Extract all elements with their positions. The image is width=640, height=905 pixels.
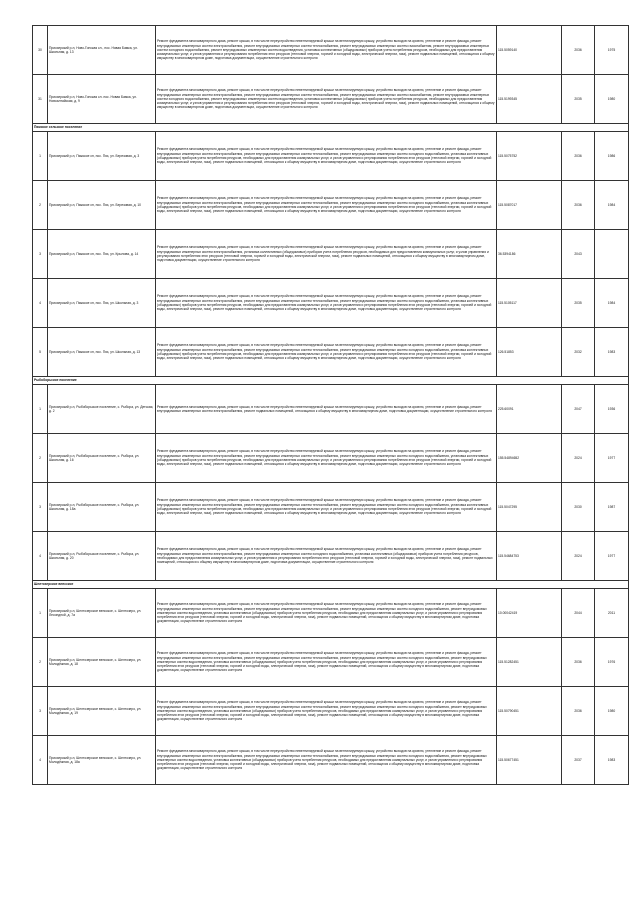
row-number-cell: 2 [33,638,48,687]
build-year-cell: 1977 [595,434,629,483]
planned-year-cell: 2036 [562,638,595,687]
cost-cell: 115.5059140 [497,26,562,75]
section-header-row [33,581,629,589]
row-number-cell: 30 [33,26,48,75]
table-row [33,279,629,328]
table-row [33,638,629,687]
build-year-cell: 1976 [595,638,629,687]
work-list-cell: Ремонт фундамента многоквартирного дома, ремонт крыши, в том числе переустройство невентилируемой крыши на вентилируемую крышу, устройство выходов на кровлю, утепление и ремонт фасада, ремонт внутридомовых инженерных систем электроснабжения, ремонт внутридомовых инженерных систем теплоснабжения, ремонт внутридомовых инженерных систем холодного водоснабжения, ремонт внутридомовых инженерных систем водоотведения, установка коллективных (общедомовых) приборов учета потребления ресурсов, необходимых для предоставления коммунальных услуг, и узлов управления и регулирования потребления этих ресурсов (тепловой энергии, горячей и холодной воды, электрической энергии, газа), ремонт подвальных помещений, относящихся к общему имуществу в многоквартирном доме, подготовка документации, осуществление строительного контроля [156,687,497,736]
planned-year-cell: 2037 [562,736,595,785]
table-row [33,736,629,785]
work-list-cell: Ремонт фундамента многоквартирного дома, ремонт крыши, в том числе переустройство невентилируемой крыши на вентилируемую крышу, устройство выходов на кровлю, утепление и ремонт фасада, ремонт внутридомовых инженерных систем электроснабжения, ремонт внутридомовых инженерных систем теплоснабжения, ремонт внутридомовых инженерных систем холодного водоснабжения, ремонт внутридомовых инженерных систем водоотведения, установка коллективных (общедомовых) приборов учета потребления ресурсов, необходимых для предоставления коммунальных услуг, и узлов управления и регулирования потребления этих ресурсов (тепловой энергии, горячей и холодной воды, электрической энергии, газа), ремонт подвальных помещений, относящихся к общему имуществу в многоквартирном доме, подготовка документации, осуществление строительного контроля [156,736,497,785]
planned-year-cell: 2047 [562,385,595,434]
address-cell: Приозерский р-н, Пяжское сп, пос. Пяз, ул. Березовая, д. 3 [48,132,156,181]
address-cell: Приозерский р-н, Шелтозерское вепсское, с. Шелтозеро, ул. Молодёжная, д. 18а [48,736,156,785]
planned-year-cell: 2036 [562,26,595,75]
work-list-cell: Ремонт фундамента многоквартирного дома, ремонт крыши, в том числе переустройство невентилируемой крыши на вентилируемую крышу, устройство выходов на кровлю, утепление и ремонт фасада, ремонт внутридомовых инженерных систем электроснабжения, ремонт внутридомовых инженерных систем теплоснабжения, ремонт внутридомовых инженерных систем газоснабжения, ремонт внутридомовых инженерных систем холодного водоснабжения, ремонт внутридомовых инженерных систем водоотведения, установка коллективных (общедомовых) приборов учета потребления ресурсов, необходимых для предоставления коммунальных услуг, и узлов управления и регулирования потребления этих ресурсов (тепловой энергии, горячей и холодной воды, электрической энергии, газа), ремонт подвальных помещений, относящихся к общему имуществу в многоквартирном доме, подготовка документации, осуществление строительного контроля [156,75,497,124]
address-cell: Приозерский р-н, Пяжское сп, пос. Пяз, ул. Крылова, д. 14 [48,230,156,279]
work-list-cell: Ремонт фундамента многоквартирного дома, ремонт крыши, в том числе переустройство невентилируемой крыши на вентилируемую крышу, устройство выходов на кровлю, утепление и ремонт фасада, ремонт внутридомовых инженерных систем электроснабжения, ремонт внутридомовых инженерных систем теплоснабжения, ремонт внутридомовых инженерных систем холодного водоснабжения, установка коллективных (общедомовых) приборов учета потребления ресурсов, необходимых для предоставления коммунальных услуг, и узлов управления и регулирования потребления этих ресурсов (тепловой энергии, горячей и холодной воды, электрической энергии, газа), ремонт подвальных помещений, относящихся к общему имуществу в многоквартирном доме, подготовка документации, осуществление строительного контроля [156,279,497,328]
section-header-row [33,377,629,385]
work-list-cell: Ремонт фундамента многоквартирного дома, ремонт крыши, в том числе переустройство невентилируемой крыши на вентилируемую крышу, устройство выходов на кровлю, утепление и ремонт фасада, ремонт внутридомовых инженерных систем электроснабжения, ремонт внутридомовых инженерных систем теплоснабжения, ремонт внутридомовых инженерных систем холодного водоснабжения, ремонт внутридомовых инженерных систем водоотведения, установка коллективных (общедомовых) приборов учета потребления ресурсов, необходимых для предоставления коммунальных услуг, и узлов управления и регулирования потребления этих ресурсов (тепловой энергии, горячей и холодной воды, электрической энергии, газа), ремонт подвальных помещений, относящихся к общему имуществу в многоквартирном доме, подготовка документации, осуществление строительного контроля [156,589,497,638]
cost-cell: 155.54894652 [497,434,562,483]
address-cell: Приозерский р-н, Пяжское сп, пос. Пяз, ул. Школьная, д. 13 [48,328,156,377]
capital-repair-table [32,25,629,785]
build-year-cell: 1980 [595,75,629,124]
cost-cell: 115.5087017 [497,181,562,230]
address-cell: Приозерский р-н, Рыбоборьское поселение, с. Рыбора, ул. Школьная, д. 20 [48,532,156,581]
address-cell: Приозерский р-н, Рыбоборьское поселение, с. Рыбора, ул. Детская, д. 2 [48,385,156,434]
row-number-cell: 4 [33,279,48,328]
section-title: Пяжское сельское поселение [33,124,629,132]
address-cell: Приозерский р-н, Рыбоборьское поселение, с. Рыбора, ул. Школьная, д. 18а [48,483,156,532]
cost-cell: 115.50677451 [497,736,562,785]
work-list-cell: Ремонт фундамента многоквартирного дома, ремонт крыши, в том числе переустройство невентилируемой крыши на вентилируемую крышу, устройство выходов на кровлю, утепление и ремонт фасада, ремонт внутридомовых инженерных систем электроснабжения, ремонт внутридомовых инженерных систем теплоснабжения, ремонт внутридомовых инженерных систем холодного водоснабжения, установка коллективных (общедомовых) приборов учета потребления ресурсов, необходимых для предоставления коммунальных услуг, и узлов управления и регулирования потребления этих ресурсов (тепловой энергии, горячей и холодной воды, электрической энергии, газа), ремонт подвальных помещений, относящихся к общему имуществу в многоквартирном доме, подготовка документации, осуществление строительного контроля [156,132,497,181]
table-row [33,532,629,581]
planned-year-cell: 2044 [562,589,595,638]
work-list-cell: Ремонт фундамента многоквартирного дома, ремонт крыши, в том числе переустройство невентилируемой крыши на вентилируемую крышу, устройство выходов на кровлю, утепление и ремонт фасада, ремонт внутридомовых инженерных систем электроснабжения, установка коллективных (общедомовых) приборов учета потребления ресурсов, необходимых для предоставления коммунальных услуг, и узлов управления и регулирования потребления этих ресурсов (тепловой энергии, горячей и холодной воды, электрической энергии, газа), ремонт подвальных помещений, относящихся к общему имуществу в многоквартирном доме, подготовка документации, осуществление строительного контроля [156,230,497,279]
cost-cell: 115.5199345 [497,75,562,124]
build-year-cell: 1975 [595,26,629,75]
row-number-cell: 4 [33,736,48,785]
build-year-cell: 1984 [595,279,629,328]
table-row [33,434,629,483]
section-title: Рыбоборьское поселение [33,377,629,385]
table-row [33,26,629,75]
work-list-cell: Ремонт фундамента многоквартирного дома, ремонт крыши, в том числе переустройство невентилируемой крыши на вентилируемую крышу, устройство выходов на кровлю, утепление и ремонт фасада, ремонт внутридомовых инженерных систем электроснабжения, ремонт внутридомовых инженерных систем теплоснабжения, ремонт внутридомовых инженерных систем холодного водоснабжения, установка коллективных (общедомовых) приборов учета потребления ресурсов, необходимых для предоставления коммунальных услуг, и узлов управления и регулирования потребления этих ресурсов (тепловой энергии, горячей и холодной воды, электрической энергии, газа), ремонт подвальных помещений, относящихся к общему имуществу в многоквартирном доме, подготовка документации, осуществление строительного контроля [156,434,497,483]
cost-cell: 115.5075752 [497,132,562,181]
table-row [33,483,629,532]
row-number-cell: 5 [33,328,48,377]
build-year-cell: 1977 [595,532,629,581]
build-year-cell: 1980 [595,687,629,736]
planned-year-cell: 2036 [562,181,595,230]
row-number-cell: 31 [33,75,48,124]
cost-cell: 36.5394186 [497,230,562,279]
work-list-cell: Ремонт фундамента многоквартирного дома, ремонт крыши, в том числе переустройство невентилируемой крыши на вентилируемую крышу, устройство выходов на кровлю, утепление и ремонт фасада, ремонт внутридомовых инженерных систем электроснабжения, ремонт внутридомовых инженерных систем теплоснабжения, ремонт внутридомовых инженерных систем газоснабжения, ремонт внутридомовых инженерных систем холодного водоснабжения, ремонт внутридомовых инженерных систем водоотведения, установка коллективных (общедомовых) приборов учета потребления ресурсов, необходимых для предоставления коммунальных услуг, и узлов управления и регулирования потребления этих ресурсов (тепловой энергии, горячей и холодной воды, электрической энергии, газа), ремонт подвальных помещений, относящихся к общему имуществу в многоквартирном доме, подготовка документации, осуществление строительного контроля [156,26,497,75]
row-number-cell: 1 [33,385,48,434]
address-cell: Приозерский р-н, Ново-Гонская сл. пос. Новая Бамка, ул. Новоалтайская, д. 9 [48,75,156,124]
address-cell: Приозерский р-н, Пяжское сп, пос. Пяз, ул. Школьная, д. 3 [48,279,156,328]
cost-cell: 115.5105117 [497,279,562,328]
work-list-cell: Ремонт фундамента многоквартирного дома, ремонт крыши, в том числе переустройство невентилируемой крыши на вентилируемую крышу, устройство выходов на кровлю, утепление и ремонт фасада, ремонт внутридомовых инженерных систем электроснабжения, ремонт внутридомовых инженерных систем теплоснабжения, ремонт внутридомовых инженерных систем холодного водоснабжения, установка коллективных (общедомовых) приборов учета потребления ресурсов, необходимых для предоставления коммунальных услуг, и узлов управления и регулирования потребления этих ресурсов (тепловой энергии, горячей и холодной воды, электрической энергии, газа), ремонт подвальных помещений, относящихся к общему имуществу в многоквартирном доме, подготовка документации, осуществление строительного контроля [156,328,497,377]
planned-year-cell: 2035 [562,75,595,124]
planned-year-cell: 2043 [562,230,595,279]
table-row [33,385,629,434]
planned-year-cell: 2024 [562,434,595,483]
cost-cell: 115.54684753 [497,532,562,581]
table-body [33,26,629,785]
table-row [33,589,629,638]
address-cell: Приозерский р-н, Шелтозерское вепсское, с. Шелтозеро, ул. Лесопдной, д. 7а [48,589,156,638]
address-cell: Приозерский р-н, Пяжское сп, пос. Пяз, ул. Березовая, д. 10 [48,181,156,230]
planned-year-cell: 2036 [562,687,595,736]
work-list-cell: Ремонт фундамента многоквартирного дома, ремонт крыши, в том числе переустройство невентилируемой крыши на вентилируемую крышу, устройство выходов на кровлю, утепление и ремонт фасада, ремонт внутридомовых инженерных систем электроснабжения, ремонт внутридомовых инженерных систем теплоснабжения, ремонт внутридомовых инженерных систем холодного водоснабжения, установка коллективных (общедомовых) приборов учета потребления ресурсов, необходимых для предоставления коммунальных услуг, и узлов управления и регулирования потребления этих ресурсов (тепловой энергии, горячей и холодной воды, электрической энергии, газа), ремонт подвальных помещений, относящихся к общему имуществу в многоквартирном доме, подготовка документации, осуществление строительного контроля [156,483,497,532]
table-row [33,230,629,279]
build-year-cell: 1984 [595,181,629,230]
build-year-cell: 2011 [595,589,629,638]
cost-cell: 115.50790451 [497,687,562,736]
cost-cell: 115.51282451 [497,638,562,687]
row-number-cell: 3 [33,230,48,279]
planned-year-cell: 2036 [562,132,595,181]
row-number-cell: 2 [33,181,48,230]
table-row [33,75,629,124]
build-year-cell: 1983 [595,328,629,377]
row-number-cell: 4 [33,532,48,581]
row-number-cell: 2 [33,434,48,483]
build-year-cell: 1987 [595,483,629,532]
table-row [33,132,629,181]
work-list-cell: Ремонт фундамента многоквартирного дома, ремонт крыши, в том числе переустройство невентилируемой крыши на вентилируемую крышу, устройство выходов на кровлю, утепление и ремонт фасада, ремонт внутридомовых инженерных систем электроснабжения, ремонт внутридомовых инженерных систем теплоснабжения, ремонт внутридомовых инженерных систем холодного водоснабжения, установка коллективных (общедомовых) приборов учета потребления ресурсов, необходимых для предоставления коммунальных услуг, и узлов управления и регулирования потребления этих ресурсов (тепловой энергии, горячей и холодной воды, электрической энергии, газа), ремонт подвальных помещений, относящихся к общему имуществу в многоквартирном доме, подготовка документации, осуществление строительного контроля [156,181,497,230]
row-number-cell: 3 [33,483,48,532]
address-cell: Приозерский р-н, Рыбоборьское поселение, с. Рыбора, ул. Школьная, д. 16 [48,434,156,483]
section-header-row [33,124,629,132]
row-number-cell: 1 [33,589,48,638]
planned-year-cell: 2032 [562,328,595,377]
section-title: Шелтозерское вепсское [33,581,629,589]
cost-cell: 10.00042419 [497,589,562,638]
work-list-cell: Ремонт фундамента многоквартирного дома, ремонт крыши, в том числе переустройство невентилируемой крыши на вентилируемую крышу, устройство выходов на кровлю, утепление и ремонт фасада, ремонт внутридомовых инженерных систем электроснабжения, ремонт внутридомовых инженерных систем холодного водоснабжения, установка коллективных (общедомовых) приборов учета потребления ресурсов, необходимых для предоставления коммунальных услуг, и узлов управления и регулирования потребления этих ресурсов (тепловой энергии, горячей и холодной воды, электрической энергии, газа), ремонт подвальных помещений, относящихся к общему имуществу в многоквартирном доме, подготовка документации, осуществление строительного контроля [156,532,497,581]
table-row [33,328,629,377]
address-cell: Приозерский р-н, Шелтозерское вепсское, с. Шелтозеро, ул. Молодёжная, д. 19 [48,687,156,736]
build-year-cell: 1986 [595,132,629,181]
cost-cell: 225.60091 [497,385,562,434]
planned-year-cell: 2030 [562,483,595,532]
cost-cell: 126.51853 [497,328,562,377]
build-year-cell: 1936 [595,385,629,434]
build-year-cell: 1983 [595,736,629,785]
work-list-cell: Ремонт фундамента многоквартирного дома, ремонт крыши, в том числе переустройство невентилируемой крыши на вентилируемую крышу, устройство выходов на кровлю, утепление и ремонт фасада, ремонт внутридомовых инженерных систем электроснабжения, ремонт внутридомовых инженерных систем теплоснабжения, ремонт внутридомовых инженерных систем холодного водоснабжения, ремонт внутридомовых инженерных систем водоотведения, установка коллективных (общедомовых) приборов учета потребления ресурсов, необходимых для предоставления коммунальных услуг, и узлов управления и регулирования потребления этих ресурсов (тепловой энергии, горячей и холодной воды, электрической энергии, газа), ремонт подвальных помещений, относящихся к общему имуществу в многоквартирном доме, подготовка документации, осуществление строительного контроля [156,638,497,687]
planned-year-cell: 2024 [562,532,595,581]
table-row [33,687,629,736]
row-number-cell: 1 [33,132,48,181]
address-cell: Приозерский р-н, Ново-Гонская сл., пос. Новая Бамка, ул. Школьная, д. 13 [48,26,156,75]
work-list-cell: Ремонт фундамента многоквартирного дома, ремонт крыши, в том числе переустройство невентилируемой крыши на вентилируемую крышу, устройство выходов на кровлю, утепление и ремонт фасада, ремонт внутридомовых инженерных систем электроснабжения, ремонт подвальных помещений, относящихся к общему имуществу в многоквартирном доме, подготовка документации, осуществление строительного контроля [156,385,497,434]
build-year-cell [595,230,629,279]
table-row [33,181,629,230]
planned-year-cell: 2035 [562,279,595,328]
cost-cell: 115.5047295 [497,483,562,532]
row-number-cell: 3 [33,687,48,736]
address-cell: Приозерский р-н, Шелтозерское вепсское, с. Шелтозеро, ул. Молодёжная, д. 18 [48,638,156,687]
